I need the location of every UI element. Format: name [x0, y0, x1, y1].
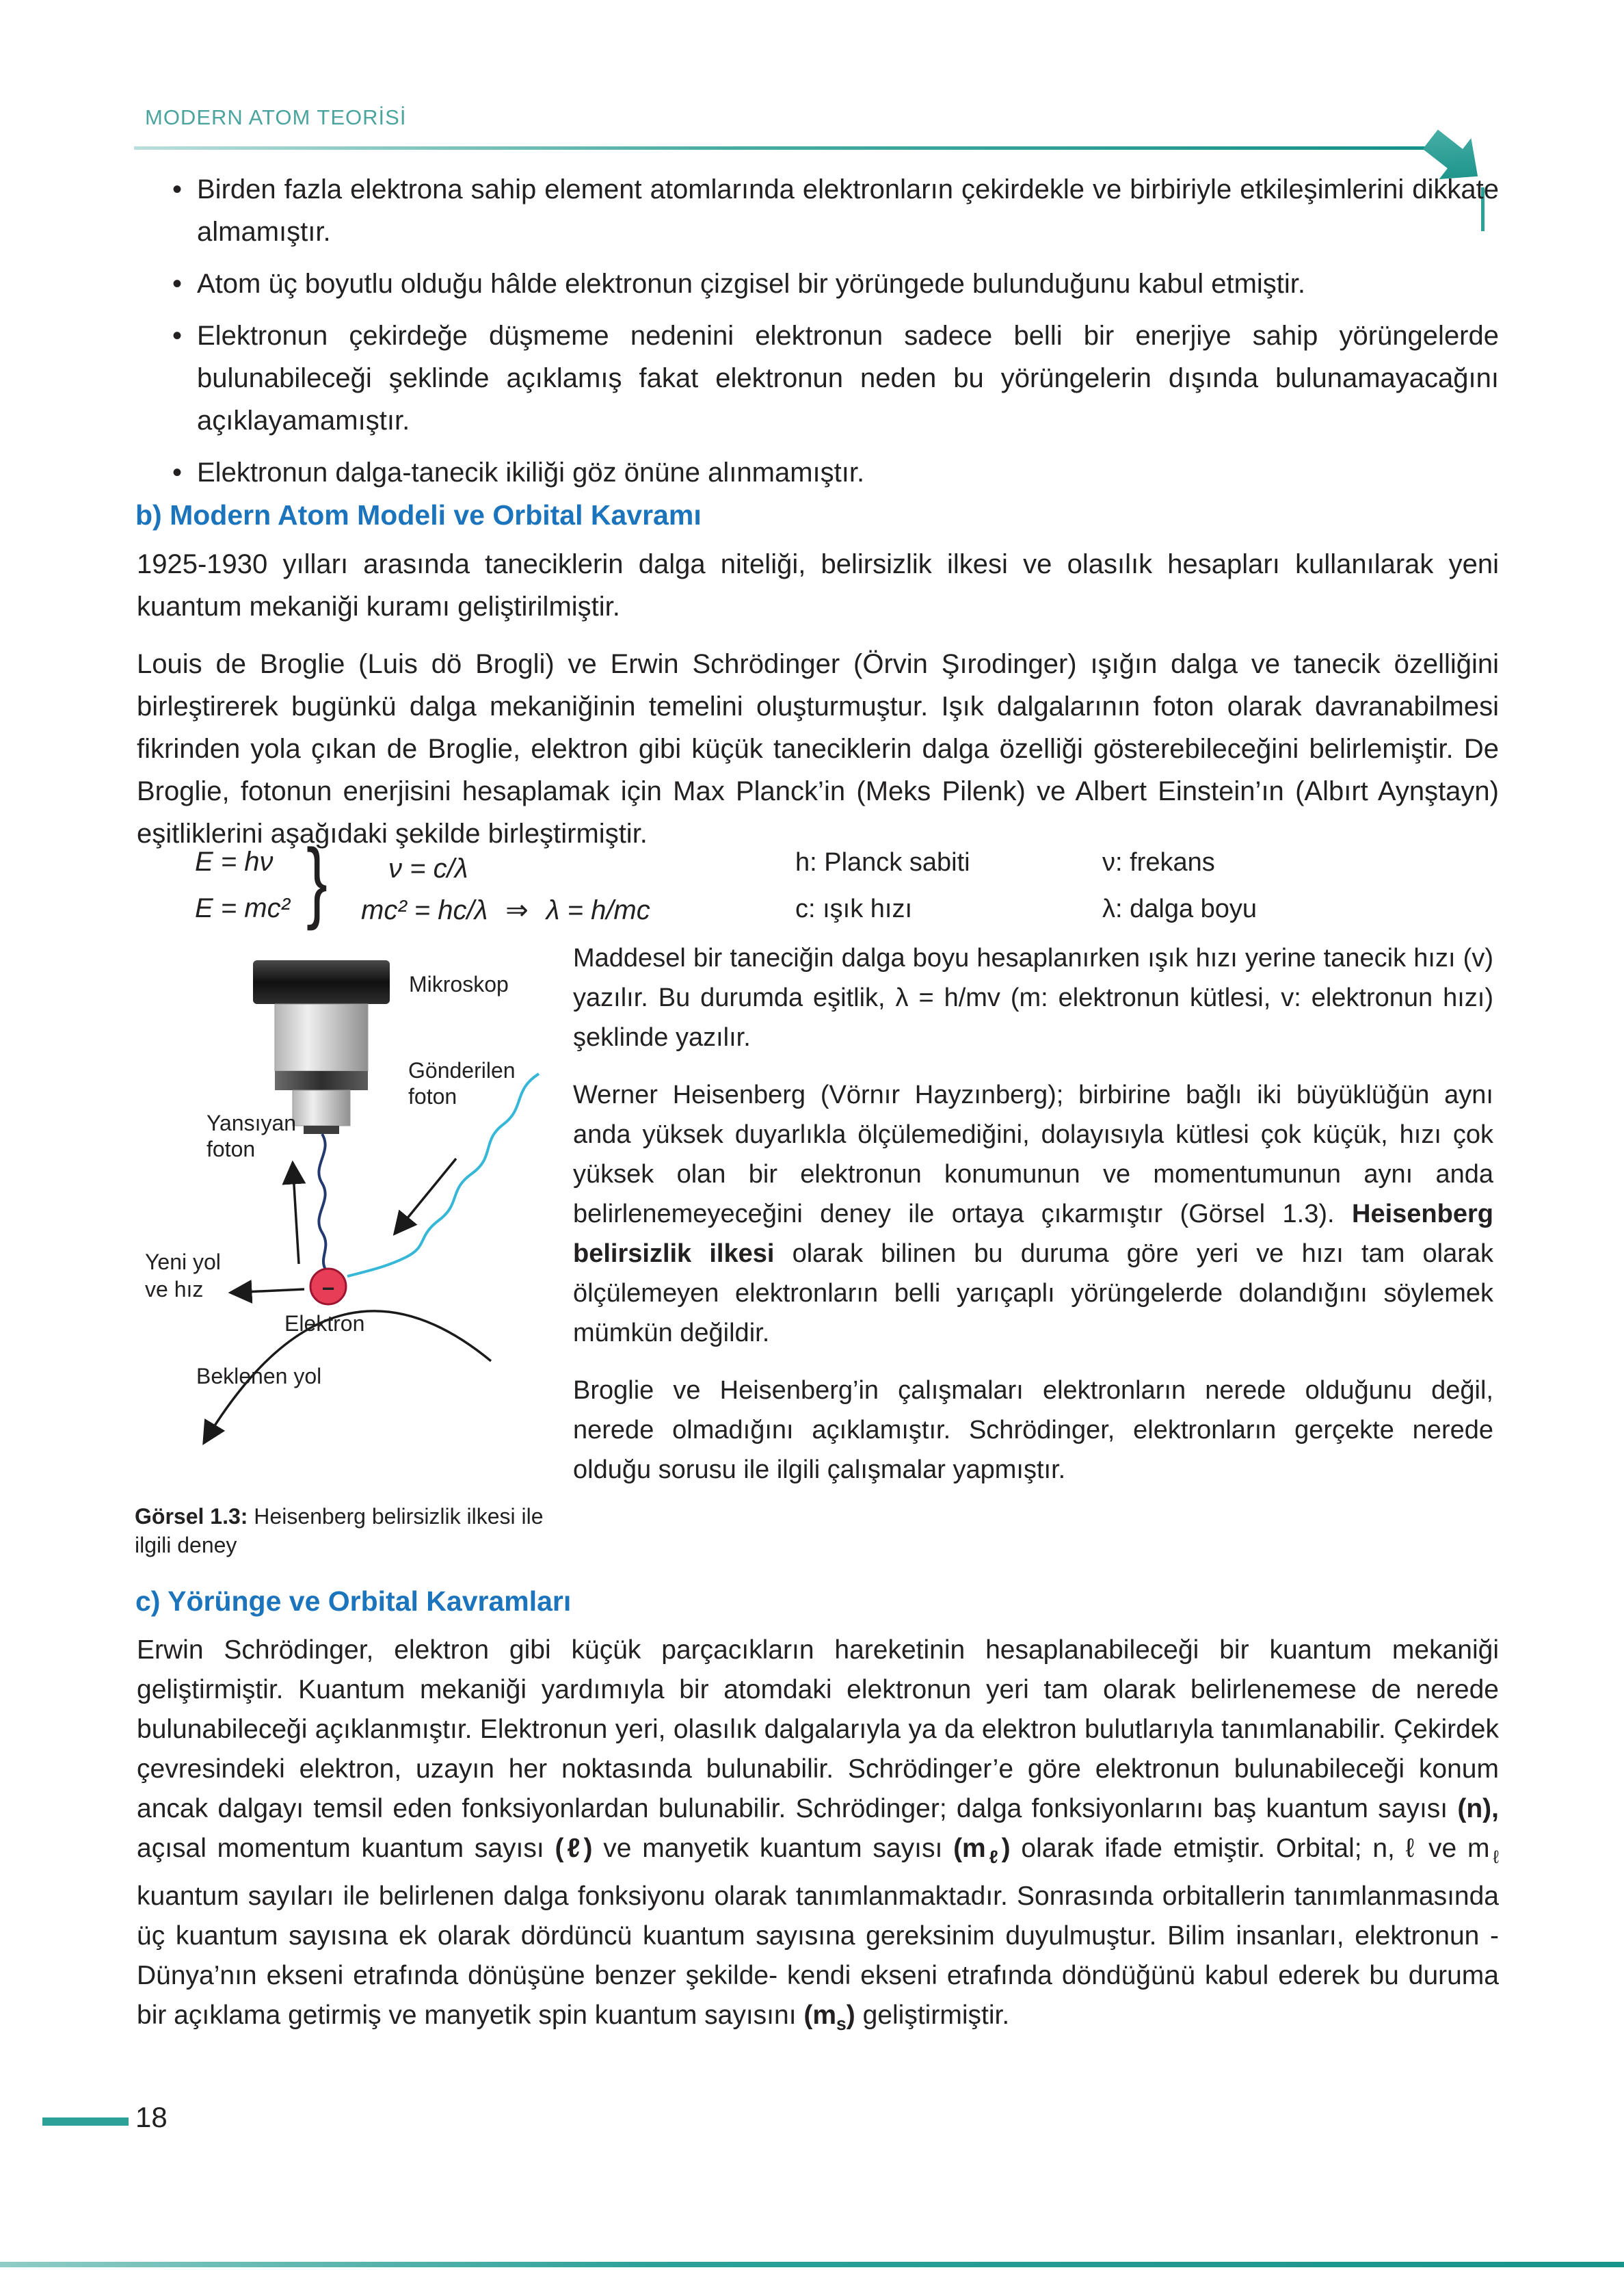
para-schrodinger-intro: Broglie ve Heisenberg’in çalışmaları elektronların nerede olduğunu değil, nerede olmadığını açıklamıştır. Schrödinger, elektronların gerçekte nerede olduğu sorusu ile ilgili çalışmalar yapmıştır. [573, 1376, 1493, 1484]
equation-e-mc2: E = mc² [195, 893, 290, 923]
bullet-item [137, 263, 1499, 305]
para-heisenberg: Werner Heisenberg (Vörnır Hayzınberg); birbirine bağlı iki büyüklüğün aynı anda yüksek duyarlıkla ölçülemediğini, dolayısıyla kütlesi çok küçük, hızı çok yüksek olan bir elektronun konumunun ve momentumunun aynı anda belirlenemeyeceğini deney ile ortaya çıkarmıştır (Görsel 1.3). Heisenberg belirsizlik ilkesi olarak bilinen bu duruma göre yeri ve hızı tam olarak ölçülemeyen elektronların belli yarıçaplı yörüngelerde dolandığını söylemek mümkün değildir. [573, 1081, 1494, 1347]
label-elektron: Elektron [284, 1311, 365, 1336]
section-b-heading: b) Modern Atom Modeli ve Orbital Kavramı [135, 499, 702, 531]
page-number: 18 [135, 2101, 168, 2133]
bullet-item [137, 168, 1499, 253]
label-yeni-yol: ve hız [145, 1277, 204, 1302]
section-b-para2: Louis de Broglie (Luis dö Brogli) ve Erwin Schrödinger (Örvin Şırodinger) ışığın dalga ve tanecik özelliğini birleştirerek bugünkü dalga mekaniğinin temelini oluşturmuştur. Işık dalgalarının foton olarak davranabilmesi fikrinden yola çıkan de Broglie, elektron gibi küçük taneciklerin dalga özelliği gösterebileceğini belirlemiştir. De Broglie, fotonun enerjisini hesaplamak için Max Planck’in (Meks Pilenk) ve Albert Einstein’ın (Albırt Aynştayn) eşitliklerini aşağıdaki şekilde birleştirmiştir. [137, 649, 1499, 849]
electron-icon [310, 1269, 346, 1304]
label-beklenen-yol: Beklenen yol [196, 1364, 322, 1388]
label-mikroskop: Mikroskop [409, 972, 509, 997]
figure-heisenberg-experiment [96, 956, 547, 1496]
bullet-list [137, 168, 1499, 503]
reflected-photon-wave [319, 1134, 325, 1269]
bullet-text: Atom üç boyutlu olduğu hâlde elektronun çizgisel bir yörüngede bulunduğunu kabul etmiştir. [197, 269, 1306, 299]
bottom-rule [0, 2262, 1624, 2267]
equation-e-hv: E = hν [195, 847, 274, 877]
bullet-item [137, 315, 1499, 442]
new-path-arrow [230, 1289, 304, 1293]
reflected-photon-arrow [293, 1163, 299, 1264]
definition-wavelength: λ: dalga boyu [1102, 895, 1257, 923]
definition-lightspeed: c: ışık hızı [795, 895, 913, 923]
bullet-text: Elektronun dalga-tanecik ikiliği göz önüne alınmamıştır. [197, 458, 865, 488]
header-rule [134, 146, 1437, 150]
label-yansiyan-foton: foton [207, 1137, 256, 1161]
equation-lambda-hmc: λ = h/mc [546, 895, 650, 925]
equation-nu-clambda: ν = c/λ [388, 854, 468, 884]
electron-minus-sign: − [321, 1276, 335, 1301]
implies-arrow-icon: ⇒ [505, 895, 529, 925]
bullet-item [137, 451, 1499, 494]
right-text-column [573, 938, 1493, 1507]
equation-brace: } [306, 830, 328, 931]
para-de-broglie-matter: Maddesel bir taneciğin dalga boyu hesaplanırken ışık hızı yerine tanecik hızı (v) yazılır. Bu durumda eşitlik, λ = h/mv (m: elektronun kütlesi, v: elektronun hızı) şeklinde yazılır. [573, 944, 1493, 1052]
section-c-heading: c) Yörünge ve Orbital Kavramları [135, 1585, 572, 1617]
bullet-text: Birden fazla elektrona sahip element atomlarında elektronların çekirdekle ve birbiriyle etkileşimlerini dikkate almamıştır. [197, 174, 1499, 247]
label-gonderilen-foton: Gönderilen [408, 1058, 516, 1083]
section-c-para: Erwin Schrödinger, elektron gibi küçük parçacıkların hareketinin hesaplanabileceği bir kuantum mekaniği geliştirmiştir. Kuantum mekaniği yardımıyla bir atomdaki elektronun yeri tam olarak belirlenemese de nerede bulunabileceği açıklanmıştır. Elektronun yeri, olasılık dalgalarıyla ya da elektron bulutlarıyla tanımlanabilir. Çekirdek çevresindeki elektron, uzayın her noktasında bulunabilir. Schrödinger’e göre elektronun bulunabileceği konum ancak dalgayı temsil eden fonksiyonlardan bulunabilir. Schrödinger; dalga fonksiyonlarını baş kuantum sayısı (n), açısal momentum kuantum sayısı (ℓ) ve manyetik kuantum sayısı $(m_\ell)$ olarak ifade etmiştir. Orbital; n, ℓ ve $m_\ell$ kuantum sayıları ile belirlenen dalga fonksiyonu olarak tanımlanmaktadır. Sonrasında orbitallerin tanımlanmasında üç kuantum sayısına ek olarak dördüncü kuantum sayısına gereksinim duyulmuştur. Bilim insanları, elektronun -Dünya’nın ekseni etrafında dönüşüne benzer şekilde- kendi ekseni etrafında döndüğünü kabul ederek bu duruma bir açıklama getirmiş ve manyetik spin kuantum sayısını $(m_s)$ geliştirmiştir. [137, 1635, 1499, 2034]
page-header-title: MODERN ATOM TEORİSİ [145, 105, 407, 129]
figure-caption: Görsel 1.3: Heisenberg belirsizlik ilkesi ile ilgili deney [135, 1504, 544, 1557]
bullet-text: Elektronun çekirdeğe düşmeme nedenini elektronun sadece belli bir enerjiye sahip yörüngelerde bulunabileceği şeklinde açıklamış fakat elektronun neden bu yörüngelerin dışında bulunamayacağını açıklayamamıştır. [197, 321, 1499, 436]
footer-accent-bar [42, 2117, 129, 2126]
equation-derivation-row [361, 895, 650, 926]
definition-frequency: ν: frekans [1102, 848, 1215, 877]
label-gonderilen-foton: foton [408, 1084, 457, 1109]
label-yansiyan-foton: Yansıyan [207, 1111, 297, 1135]
section-b-para1: 1925-1930 yılları arasında taneciklerin dalga niteliği, belirsizlik ilkesi ve olasılık hesapları kullanılarak yeni kuantum mekaniği kuramı geliştirilmiştir. [137, 549, 1499, 622]
incoming-photon-arrow [395, 1159, 456, 1234]
microscope-icon [253, 960, 390, 1134]
definition-planck: h: Planck sabiti [795, 848, 970, 877]
label-yeni-yol: Yeni yol [145, 1250, 221, 1274]
equation-mc2-hclambda: mc² = hc/λ [361, 895, 488, 925]
